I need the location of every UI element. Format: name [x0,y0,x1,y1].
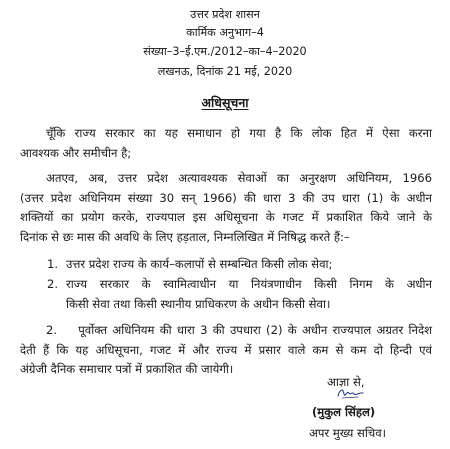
paragraph-2-line-1: अतएव, अब, उत्तर प्रदेश अत्यावश्यक सेवाओं का अनुरक्षण अधिनियम, 1966 [46,171,432,185]
paragraph-3 [20,321,432,380]
header-section: कार्मिक अनुभाग–4 [186,26,264,39]
paragraph-2-line-3: शक्तियों का प्रयोग करके, राज्यपाल इस अधिसूचना के गजट में प्रकाशित किये जाने के [20,210,432,224]
header-reference-number: संख्या–3–ई.एम./2012–का–4–2020 [143,45,307,58]
handwritten-signature [336,384,368,402]
list-item-1-number: 1. [47,257,59,271]
list-item-2-line-2: किसी सेवा तथा किसी स्थानीय प्राधिकरण के अधीन किसी सेवा। [66,297,331,311]
header-date: लखनऊ, दिनांक 21 मई, 2020 [157,65,293,78]
paragraph-3-line-1 [20,321,432,341]
paragraph-1-line-1: चूँकि राज्य सरकार का यह समाधान हो गया है कि लोक हित में ऐसा करना [46,126,432,140]
document-title [0,95,450,110]
list-item-2-number: 2. [47,277,59,291]
paragraph-3-line-3: अंग्रेजी दैनिक समाचार पत्रों में प्रकाशित की जायेगी। [20,362,234,376]
paragraph-3-line-2: देती हैं कि यह अधिसूचना, गजट में और राज्य में प्रसार वाले कम से कम दो हिन्दी एवं [20,342,432,357]
paragraph-3-number: 2. [46,323,58,337]
header-govt: उत्तर प्रदेश शासन [190,8,260,21]
document-title-text: अधिसूचना [201,95,249,110]
list-item-2-line-1: राज्य सरकार के स्वामित्वाधीन या नियंत्रणाधीन किसी निगम के अधीन [66,277,432,291]
by-order-text: आज्ञा से, [327,375,365,389]
signatory-designation: अपर मुख्य सचिव। [309,426,387,440]
signatory-name: (मुकुल सिंहल) [312,405,376,419]
paragraph-2-line-2: (उत्तर प्रदेश अधिनियम संख्या 30 सन् 1966) की धारा 3 की उप धारा (1) के अधीन [20,190,432,205]
paragraph-2 [20,169,432,247]
paragraph-3-line-1-text: पूर्वोक्त अधिनियम की धारा 3 की उपधारा (2) के अधीन राज्यपाल अग्रतर निदेश [78,323,433,337]
paragraph-1-line-2: आवश्यक और समीचीन है; [20,145,132,160]
paragraph-2-line-4: दिनांक से छः मास की अवधि के लिए हड़ताल, निम्नलिखित में निषिद्ध करते हैं:– [20,229,350,244]
paragraph-1 [20,124,432,163]
list-item-1-text: उत्तर प्रदेश राज्य के कार्य–कलापों से सम्बन्धित किसी लोक सेवा; [66,257,333,271]
